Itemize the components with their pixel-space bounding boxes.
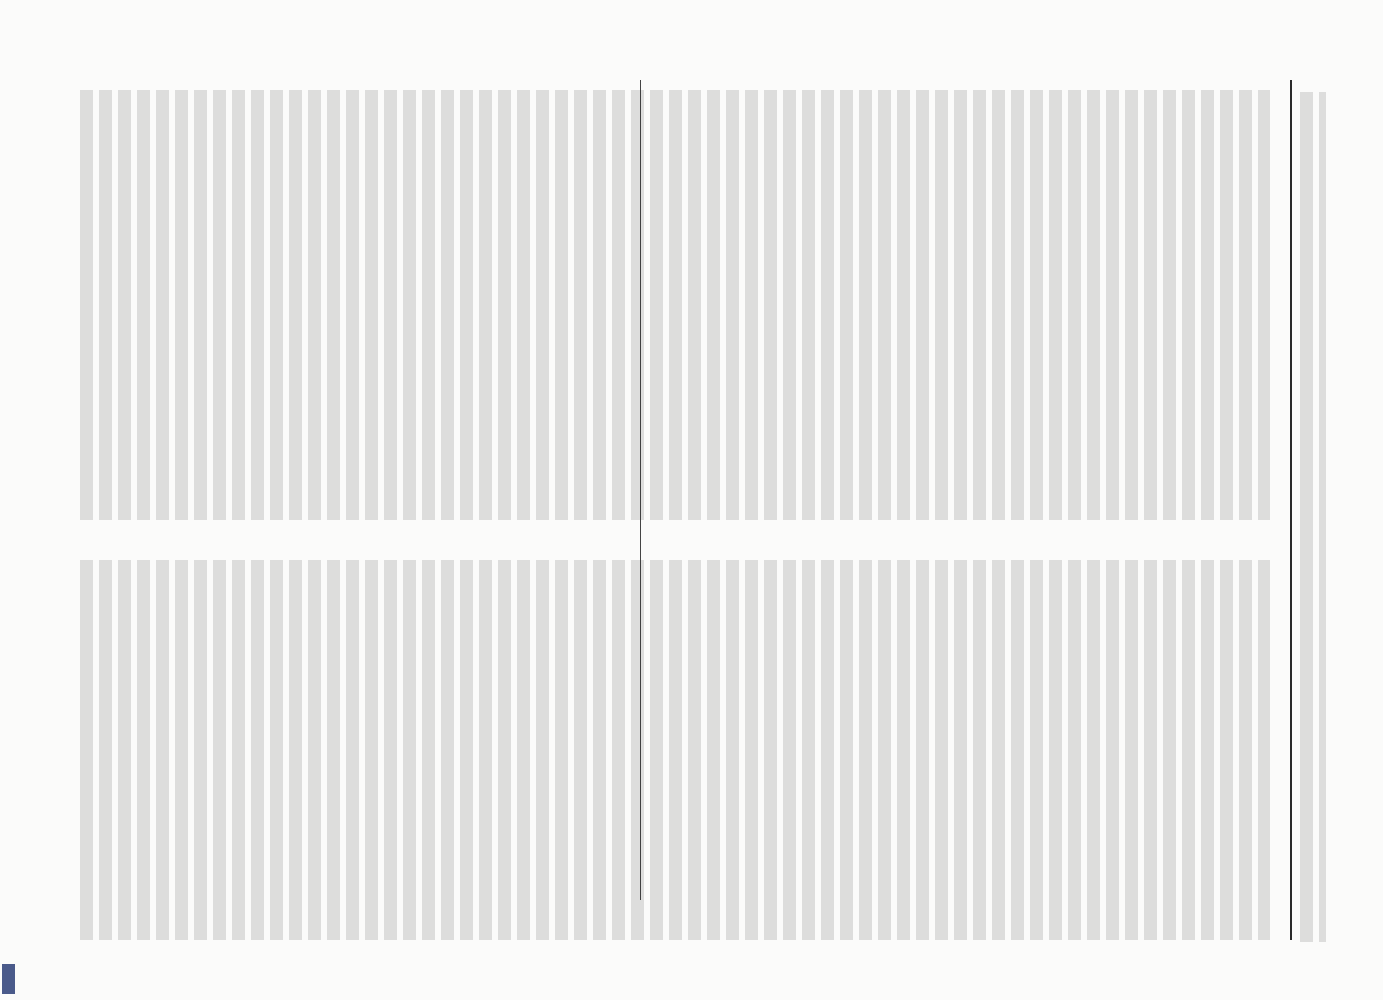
- header-rule: [1290, 80, 1292, 940]
- right-column-text: [80, 560, 1270, 940]
- dfg-logo: [2, 964, 15, 994]
- credit-line: [0, 600, 16, 996]
- left-column-text: [80, 90, 1270, 520]
- header-text: [1300, 92, 1326, 942]
